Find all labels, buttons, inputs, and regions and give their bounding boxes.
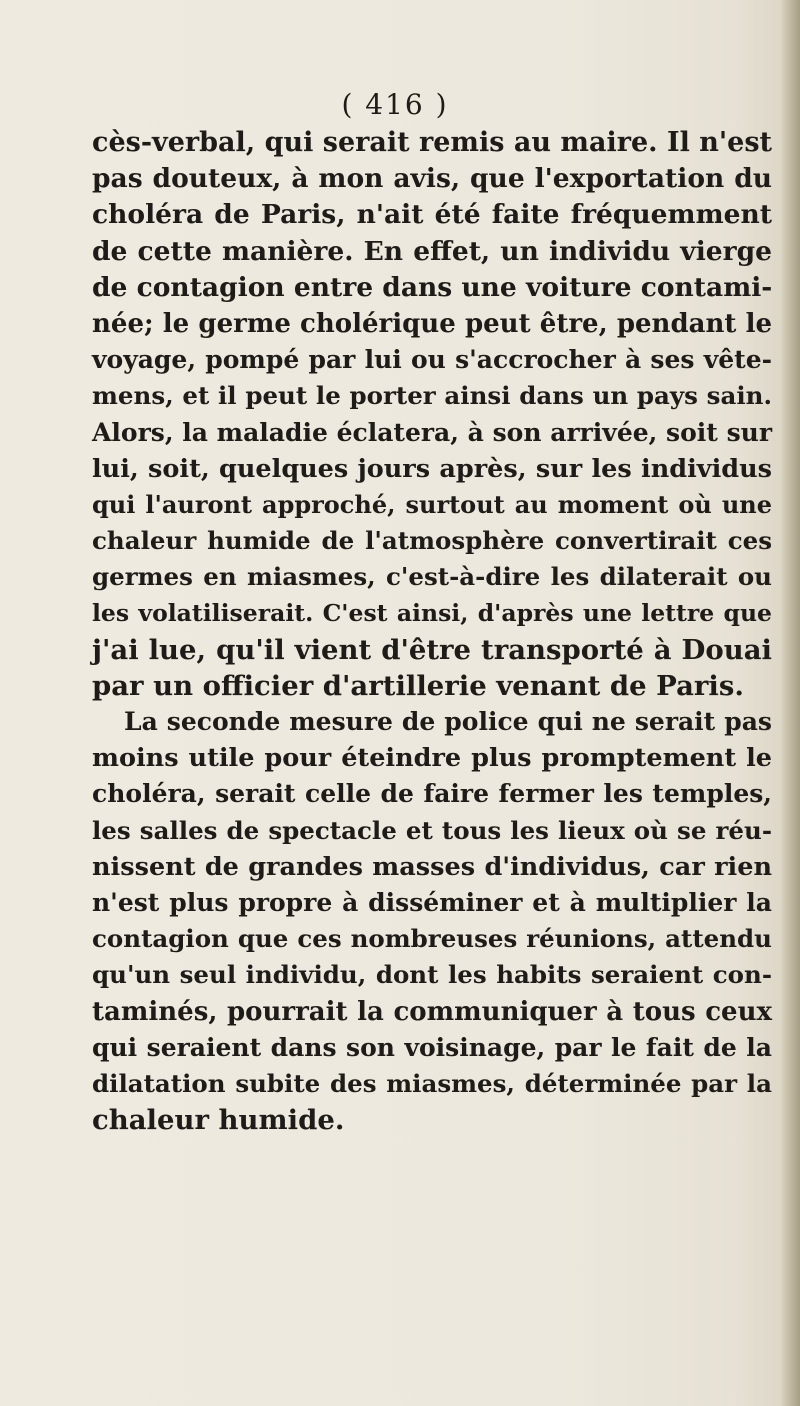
text-line: par un officier d'artillerie venant de Paris. <box>92 669 744 702</box>
page-number: ( 416 ) <box>341 88 449 121</box>
text-line: nissent de grandes masses d'individus, car rien <box>92 851 772 882</box>
text-line: voyage, pompé par lui ou s'accrocher à ses vête- <box>92 345 772 375</box>
text-line: taminés, pourrait la communiquer à tous ceux <box>92 996 772 1027</box>
text-line: pas douteux, à mon avis, que l'exportation du <box>92 163 772 195</box>
text-line: les salles de spectacle et tous les lieux où se réu- <box>92 815 772 845</box>
body-text <box>92 125 772 1138</box>
text-line: chaleur humide. <box>92 1104 345 1137</box>
text-line: n'est plus propre à disséminer et à multiplier la <box>92 887 772 917</box>
text-line: Alors, la maladie éclatera, à son arrivée, soit sur <box>92 417 772 447</box>
text-line: née; le germe cholérique peut être, pendant le <box>92 308 772 339</box>
page-edge-shadow <box>780 0 800 1406</box>
text-line: j'ai lue, qu'il vient d'être transporté à Douai <box>92 633 772 666</box>
text-line: choléra de Paris, n'ait été faite fréquemment <box>92 199 772 231</box>
text-line: de contagion entre dans une voiture contami- <box>92 271 773 303</box>
text-line: lui, soit, quelques jours après, sur les individus <box>92 453 772 484</box>
text-line: mens, et il peut le porter ainsi dans un pays sain. <box>92 381 772 411</box>
text-line: qui l'auront approché, surtout au moment où une <box>92 489 772 519</box>
text-line: germes en miasmes, c'est-à-dire les dilaterait ou <box>92 562 772 592</box>
text-line: La seconde mesure de police qui ne serait pas <box>124 707 772 736</box>
text-line: cès-verbal, qui serait remis au maire. Il n'est <box>92 127 772 158</box>
text-line: choléra, serait celle de faire fermer les temples, <box>92 779 772 809</box>
text-line: les volatiliserait. C'est ainsi, d'après une lettre que <box>92 599 772 628</box>
text-line: moins utile pour éteindre plus promptement le <box>92 743 772 774</box>
text-line: contagion que ces nombreuses réunions, attendu <box>92 924 772 954</box>
text-line: chaleur humide de l'atmosphère convertirait ces <box>92 526 772 556</box>
text-line: qu'un seul individu, dont les habits seraient con- <box>92 960 772 990</box>
text-line: de cette manière. En effet, un individu vierge <box>92 235 772 267</box>
text-line: qui seraient dans son voisinage, par le fait de la <box>92 1032 772 1062</box>
text-line: dilatation subite des miasmes, déterminée par la <box>92 1068 772 1098</box>
